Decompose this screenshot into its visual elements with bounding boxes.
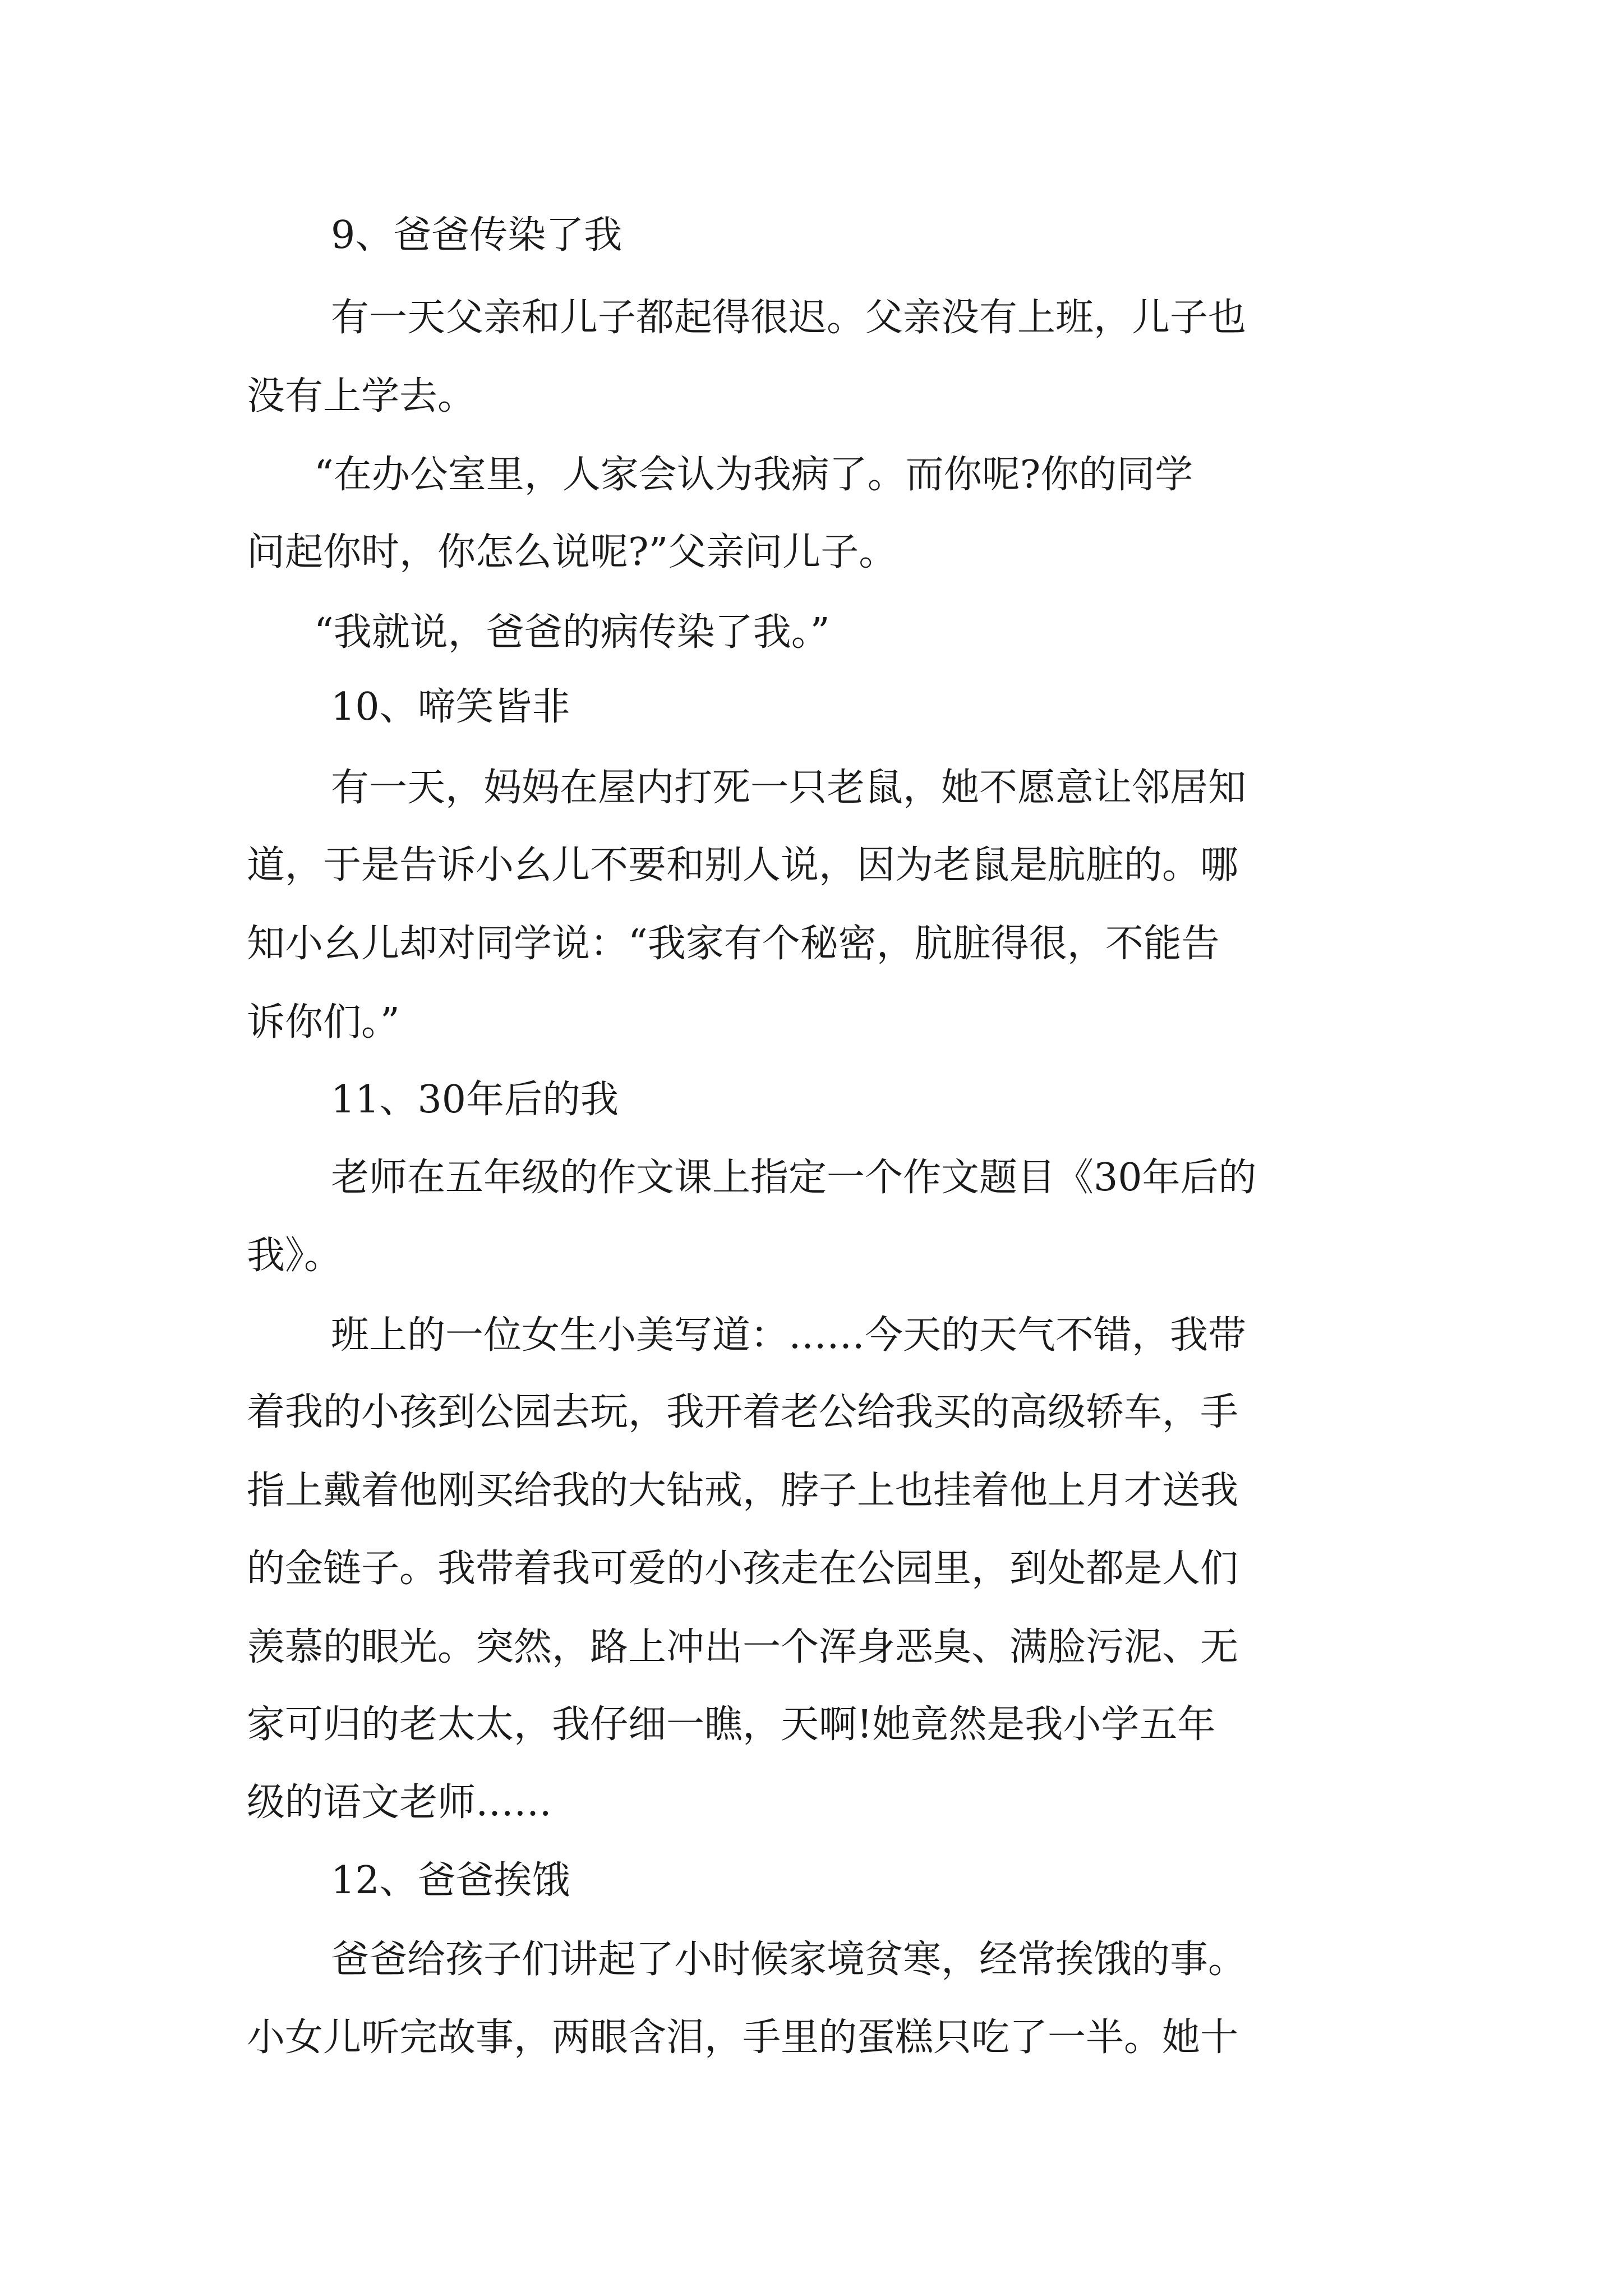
paragraph-line: “我就说，爸爸的病传染了我。” [314,610,830,655]
paragraph-line: 诉你们。” [247,1000,400,1045]
heading-9: 9、爸爸传染了我 [331,213,623,257]
paragraph-line: 有一天，妈妈在屋内打死一只老鼠，她不愿意让邻居知 [331,766,1247,810]
paragraph-line: 着我的小孩到公园去玩，我开着老公给我买的高级轿车，手 [247,1390,1239,1434]
heading-12: 12、爸爸挨饿 [331,1858,570,1903]
paragraph-line: 没有上学去。 [247,374,476,418]
paragraph-line: 级的语文老师…… [247,1780,552,1825]
heading-11: 11、30年后的我 [331,1078,619,1122]
paragraph-line: 道，于是告诉小幺儿不要和别人说，因为老鼠是肮脏的。哪 [247,843,1239,887]
paragraph-line: 老师在五年级的作文课上指定一个作文题目《30年后的 [331,1156,1257,1200]
paragraph-line: 小女儿听完故事，两眼含泪，手里的蛋糕只吃了一半。她十 [247,2016,1239,2060]
paragraph-line: “在办公室里，人家会认为我病了。而你呢?你的同学 [314,453,1193,497]
paragraph-line: 爸爸给孩子们讲起了小时候家境贫寒，经常挨饿的事。 [331,1938,1247,1982]
paragraph-line: 指上戴着他刚买给我的大钻戒，脖子上也挂着他上月才送我 [247,1469,1239,1513]
paragraph-line: 有一天父亲和儿子都起得很迟。父亲没有上班，儿子也 [331,296,1247,340]
paragraph-line: 家可归的老太太，我仔细一瞧，天啊!她竟然是我小学五年 [247,1703,1216,1747]
heading-10: 10、啼笑皆非 [331,685,570,729]
paragraph-line: 班上的一位女生小美写道：……今天的天气不错，我带 [331,1313,1247,1358]
paragraph-line: 知小幺儿却对同学说：“我家有个秘密，肮脏得很，不能告 [247,922,1220,966]
paragraph-line: 我》。 [247,1234,343,1278]
paragraph-line: 的金链子。我带着我可爱的小孩走在公园里，到处都是人们 [247,1547,1239,1591]
paragraph-line: 问起你时，你怎么说呢?”父亲问儿子。 [247,530,897,574]
paragraph-line: 羡慕的眼光。突然，路上冲出一个浑身恶臭、满脸污泥、无 [247,1625,1239,1669]
